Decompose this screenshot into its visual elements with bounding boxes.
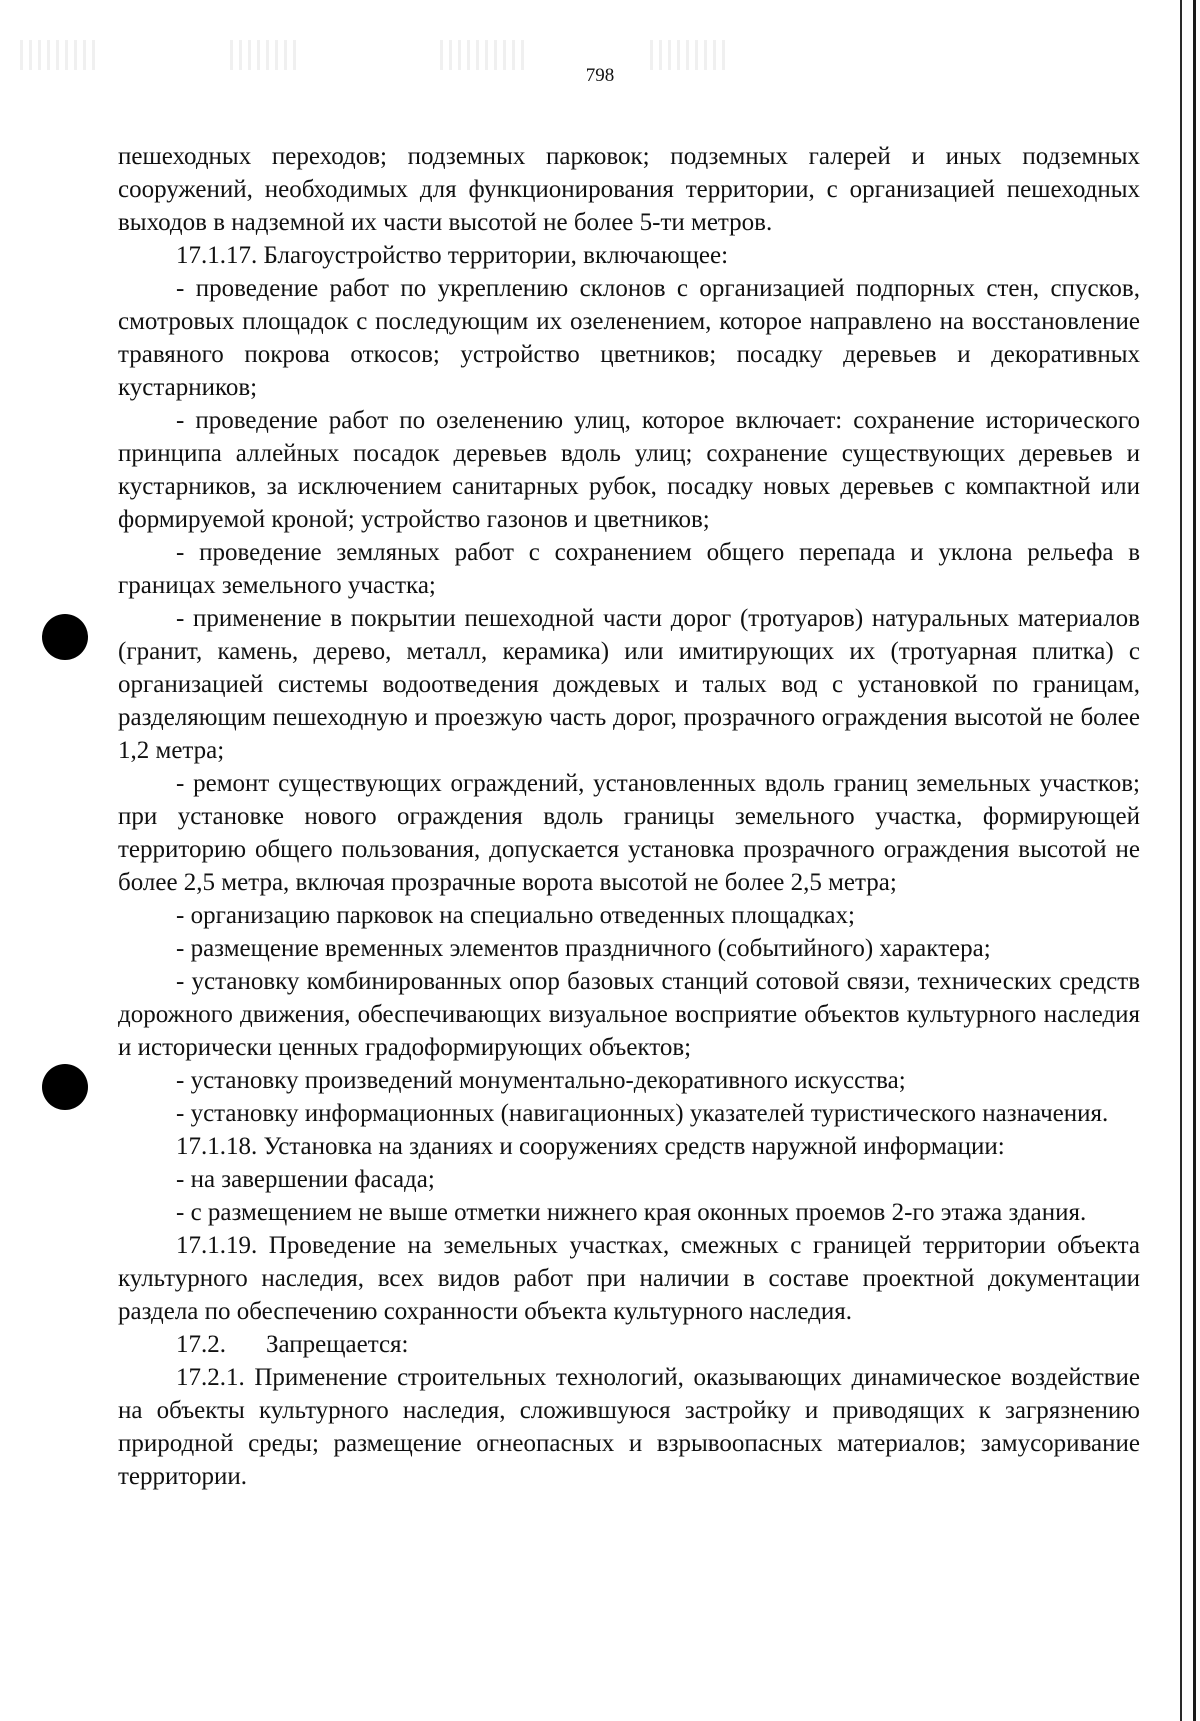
paragraph: - проведение земляных работ с сохранением общего перепада и уклона рельефа в границах земельного участка; xyxy=(118,539,1140,599)
paragraph: 17.1.19. Проведение на земельных участках, смежных с границей территории объекта культурного наследия, всех видов работ при наличии в составе проектной документации раздела по обеспечению сохранности объекта культурного наследия. xyxy=(118,1232,1140,1325)
paragraph: - установку комбинированных опор базовых станций сотовой связи, технических средств дорожного движения, обеспечивающих визуальное восприятие объектов культурного наследия и исторически ценных градоформирующих объектов; xyxy=(118,968,1140,1061)
section-title: Запрещается: xyxy=(266,1331,409,1358)
punch-hole xyxy=(42,614,88,660)
paragraph: - применение в покрытии пешеходной части дорог (тротуаров) натуральных материалов (гранит, камень, дерево, металл, керамика) или имитирующих их (тротуарная плитка) с организацией системы водоотведения дождевых и талых вод с установкой по границам, разделяющим пешеходную и проезжую часть дорог, прозрачного ограждения высотой не более 1,2 метра; xyxy=(118,605,1140,764)
paragraph: - с размещением не выше отметки нижнего края оконных проемов 2-го этажа здания. xyxy=(176,1199,1087,1226)
section-heading xyxy=(118,1328,1140,1361)
paragraph: - на завершении фасада; xyxy=(176,1166,435,1193)
paragraph: пешеходных переходов; подземных парковок; подземных галерей и иных подземных сооружений, необходимых для функционирования территории, с организацией пешеходных выходов в надземной их части высотой не более 5-ти метров. xyxy=(118,143,1140,236)
paragraph: - установку информационных (навигационных) указателей туристического назначения. xyxy=(176,1100,1109,1127)
document-body xyxy=(118,140,1140,1493)
scan-border xyxy=(1180,0,1200,1721)
paragraph: 17.1.17. Благоустройство территории, включающее: xyxy=(176,242,729,269)
paragraph: - размещение временных элементов праздничного (событийного) характера; xyxy=(176,935,991,962)
section-number: 17.2. xyxy=(176,1331,226,1358)
page-number: 798 xyxy=(585,65,615,86)
paragraph: - организацию парковок на специально отведенных площадках; xyxy=(176,902,855,929)
paragraph: - ремонт существующих ограждений, установленных вдоль границ земельных участков; при установке нового ограждения вдоль границы земельного участка, формирующей территорию общего пользования, допускается установка прозрачного ограждения высотой не более 2,5 метра, включая прозрачные ворота высотой не более 2,5 метра; xyxy=(118,770,1140,896)
paragraph: 17.1.18. Установка на зданиях и сооружениях средств наружной информации: xyxy=(176,1133,1005,1160)
paragraph: 17.2.1. Применение строительных технологий, оказывающих динамическое воздействие на объекты культурного наследия, сложившуюся застройку и приводящих к загрязнению природной среды; размещение огнеопасных и взрывоопасных материалов; замусоривание территории. xyxy=(118,1364,1140,1490)
paragraph: - проведение работ по укреплению склонов с организацией подпорных стен, спусков, смотровых площадок с последующим их озеленением, которое направлено на восстановление травяного покрова откосов; устройство цветников; посадку деревьев и декоративных кустарников; xyxy=(118,275,1140,401)
scan-border-line xyxy=(1193,0,1196,1721)
paragraph: - установку произведений монументально-декоративного искусства; xyxy=(176,1067,906,1094)
paragraph: - проведение работ по озеленению улиц, которое включает: сохранение исторического принципа аллейных посадок деревьев вдоль улиц; сохранение существующих деревьев и кустарников, за исключением санитарных рубок, посадку новых деревьев с компактной или формируемой кроной; устройство газонов и цветников; xyxy=(118,407,1140,533)
punch-hole xyxy=(42,1064,88,1110)
